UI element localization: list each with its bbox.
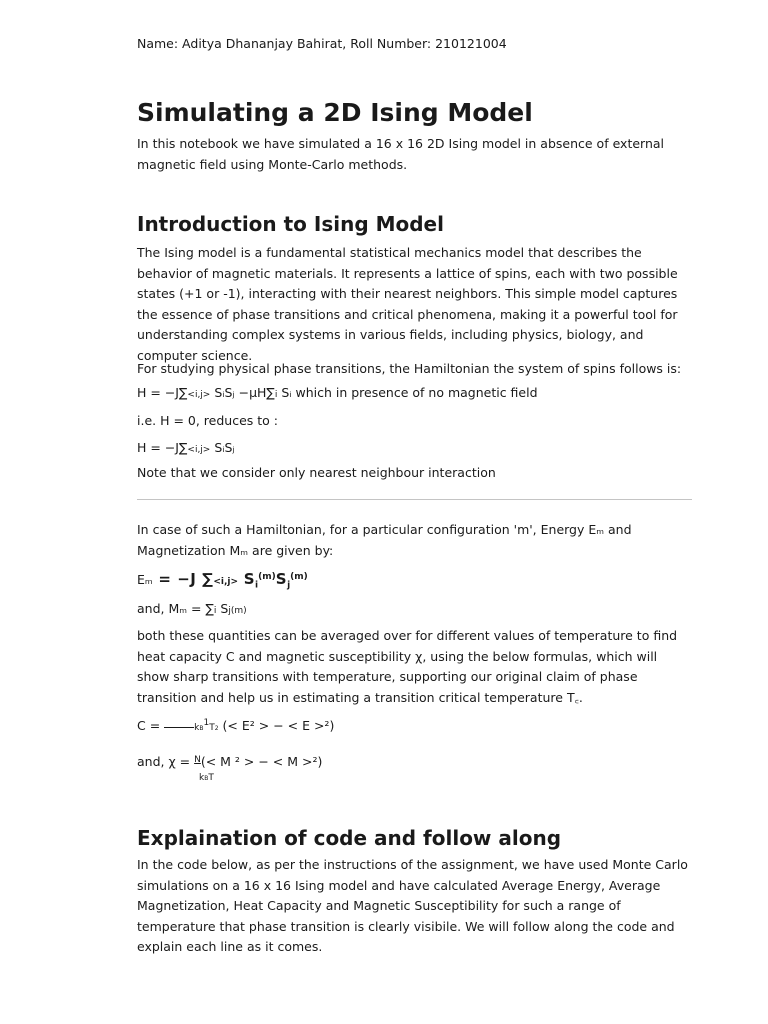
energy-eq-s2: S [275,570,288,588]
author-line: Name: Aditya Dhananjay Bahirat, Roll Number: 210121004 [137,36,507,51]
nearest-neighbour-note: Note that we consider only nearest neighbour interaction [137,465,496,480]
chi-eq-rhs: (< M ² > − < M >²) [200,754,323,769]
eq2-sub: <i,j> [187,445,211,455]
eq1-sub1: <i,j> [187,390,211,400]
energy-eq-s1-sub: i [255,580,259,591]
energy-equation [137,570,308,591]
energy-eq-s2-sub: j [287,580,291,591]
chi-eq-denom-sub: B [204,775,209,782]
energy-eq-s1-sup: (m) [258,571,276,582]
energy-eq-lhs: Eₘ [137,572,153,587]
eq1-mid: SᵢSⱼ −μH∑ [210,385,275,400]
chi-eq-lhs: and, χ = [137,754,195,769]
c-eq-denom2-sub: 2 [214,725,219,732]
hamiltonian-intro-text: For studying physical phase transitions, the Hamiltonian the system of spins follows is: [137,361,682,376]
section-divider [137,499,692,500]
c-eq-rhs: (< E² > − < E >²) [218,718,335,733]
c-eq-denom2: T [209,723,215,733]
magnetization-equation [137,600,247,620]
energy-magnetization-intro: In case of such a Hamiltonian, for a particular configuration 'm', Energy Eₘ and Magnetization Mₘ are given by: [137,522,632,558]
susceptibility-equation [137,751,322,771]
ising-description-paragraph: The Ising model is a fundamental statistical mechanics model that describes the behavior of magnetic materials. It represents a lattice of spins, each with two possible states (+1 or -1), interacting with their nearest neighbors. This simple model captures the essence of phase transitions and critical phenomena, making it a powerful tool for understanding complex systems in various fields, including physics, biology, and computer science. [137,245,678,363]
code-explanation-paragraph: In the code below, as per the instructions of the assignment, we have used Monte Carlo simulations on a 16 x 16 Ising model and have calculated Average Energy, Average Magnetization, Heat Capacity and Magnetic Susceptibility for such a range of temperature that phase transition is clearly visibile. We will follow along the code and explain each line as it comes. [137,857,688,955]
hamiltonian-equation [137,384,538,404]
eq2-rhs: SᵢSⱼ [210,440,235,455]
c-eq-denom: k [194,723,200,733]
eq1-rhs: Sᵢ which in presence of no magnetic field [277,385,538,400]
averaging-paragraph: both these quantities can be averaged over for different values of temperature to find heat capacity C and magnetic susceptibility χ, using the below formulas, which will show sharp transitions with temperature, supporting our original claim of phase transition and help us in estimating a transition critical temperature T꜀. [137,628,678,705]
section-heading-introduction: Introduction to Ising Model [137,212,444,236]
chi-eq-denom: k [199,773,205,783]
chi-eq-denom2: T [208,773,214,783]
mag-eq-rhs-sub: j(m) [228,606,247,616]
eq1-sub2: i [274,390,278,400]
ie-reduction-text: i.e. H = 0, reduces to : [137,413,278,428]
mag-eq-lhs: and, Mₘ = ∑ [137,601,214,616]
energy-eq-op: = −J ∑ [152,570,214,588]
eq1-lhs: H = −J∑ [137,385,188,400]
heat-capacity-equation [137,717,334,738]
section-heading-code-explanation: Explaination of code and follow along [137,826,562,850]
reduced-hamiltonian-equation [137,439,235,459]
c-eq-fraction-bar [164,727,194,728]
intro-paragraph: In this notebook we have simulated a 16 x 16 2D Ising model in absence of external magnetic field using Monte-Carlo methods. [137,136,665,172]
energy-eq-sub: <i,j> [213,577,239,587]
chi-eq-denominator [199,769,214,788]
mag-eq-sub: i [213,606,217,616]
energy-eq-s1: S [238,570,256,588]
c-eq-lhs: C = [137,718,165,733]
energy-eq-s2-sup: (m) [290,571,308,582]
page-title: Simulating a 2D Ising Model [137,98,533,127]
mag-eq-rhs: S [216,601,229,616]
c-eq-denom-sub: B [199,725,204,732]
c-eq-denom-sup: 1 [203,717,210,728]
chi-eq-num: N [194,755,201,765]
eq2-lhs: H = −J∑ [137,440,188,455]
